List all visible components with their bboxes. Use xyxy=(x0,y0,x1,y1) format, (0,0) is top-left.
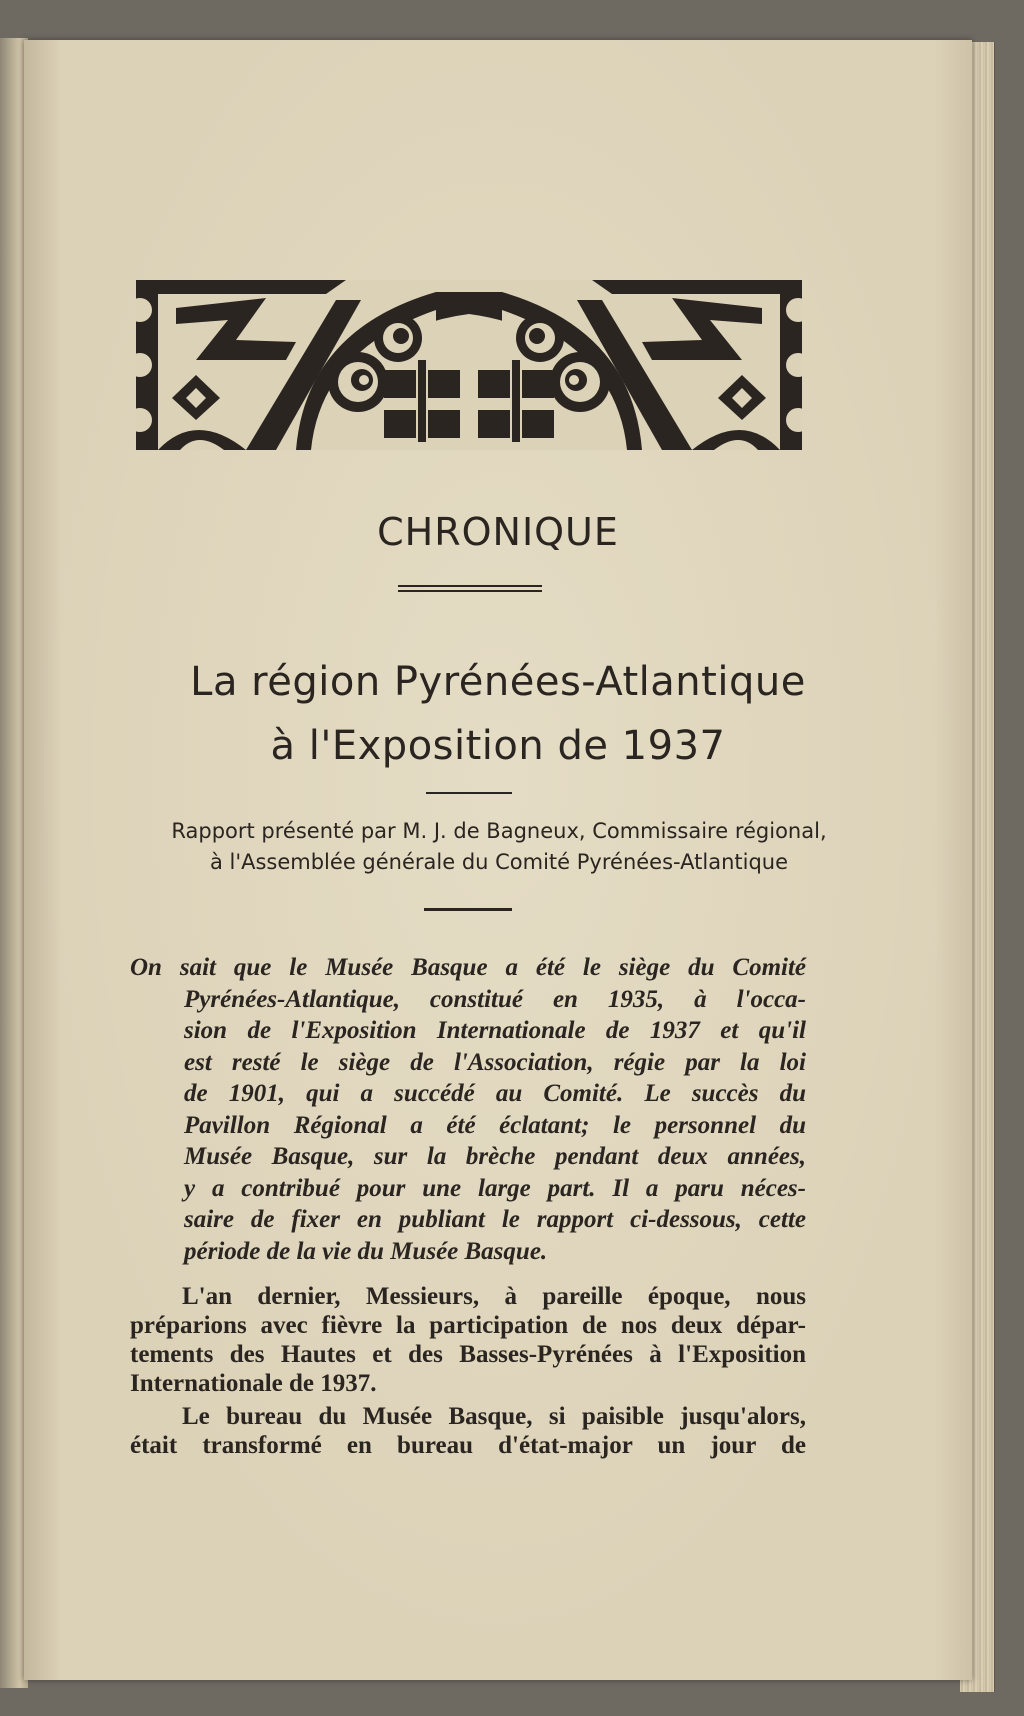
book-page xyxy=(24,40,972,1680)
byline-line-2: à l'Assemblée générale du Comité Pyrénées-Atlantique xyxy=(209,850,789,874)
intro-line: saire de fixer en publiant le rapport ci-dessous, cette xyxy=(184,1206,806,1233)
intro-line: On sait que le Musée Basque a été le siège du Comité xyxy=(130,954,806,981)
report-body xyxy=(130,1282,806,1460)
double-rule-divider xyxy=(398,585,542,592)
body-paragraph-1 xyxy=(130,1282,806,1398)
body-line: préparions avec fièvre la participation de nos deux dépar- xyxy=(130,1312,806,1339)
intro-line: Pavillon Régional a été éclatant; le personnel du xyxy=(184,1111,806,1139)
intro-line: sion de l'Exposition Internationale de 1937 et qu'il xyxy=(184,1017,806,1044)
intro-line: de 1901, qui a succédé au Comité. Le succès du xyxy=(184,1080,806,1107)
editorial-introduction xyxy=(130,952,806,1267)
body-line: L'an dernier, Messieurs, à pareille époque, nous xyxy=(182,1283,806,1310)
intro-line: période de la vie du Musée Basque. xyxy=(184,1237,548,1265)
headline-line-1: La région Pyrénées-Atlantique xyxy=(190,659,806,705)
basque-ornament-icon xyxy=(136,280,802,450)
intro-line: Musée Basque, sur la brèche pendant deux années, xyxy=(184,1143,806,1170)
report-byline xyxy=(104,816,894,878)
thin-rule-divider xyxy=(426,792,512,794)
body-line: était transformé en bureau d'état-major un jour de xyxy=(130,1432,806,1459)
section-title: CHRONIQUE xyxy=(377,510,619,554)
headline-line-2: à l'Exposition de 1937 xyxy=(270,723,726,769)
body-line: Le bureau du Musée Basque, si paisible jusqu'alors, xyxy=(182,1403,806,1430)
byline-line-1: Rapport présenté par M. J. de Bagneux, Commissaire régional, xyxy=(171,819,827,843)
intro-line: y a contribué pour une large part. Il a paru néces- xyxy=(184,1174,806,1202)
intro-line: est resté le siège de l'Association, régie par la loi xyxy=(184,1048,806,1076)
intro-line: Pyrénées-Atlantique, constitué en 1935, à l'occa- xyxy=(184,985,806,1013)
body-line: tements des Hautes et des Basses-Pyrénées à l'Exposition xyxy=(130,1341,806,1368)
body-line: Internationale de 1937. xyxy=(130,1370,377,1397)
article-headline xyxy=(24,650,972,778)
thick-rule-divider xyxy=(424,908,512,911)
body-paragraph-2 xyxy=(130,1402,806,1460)
